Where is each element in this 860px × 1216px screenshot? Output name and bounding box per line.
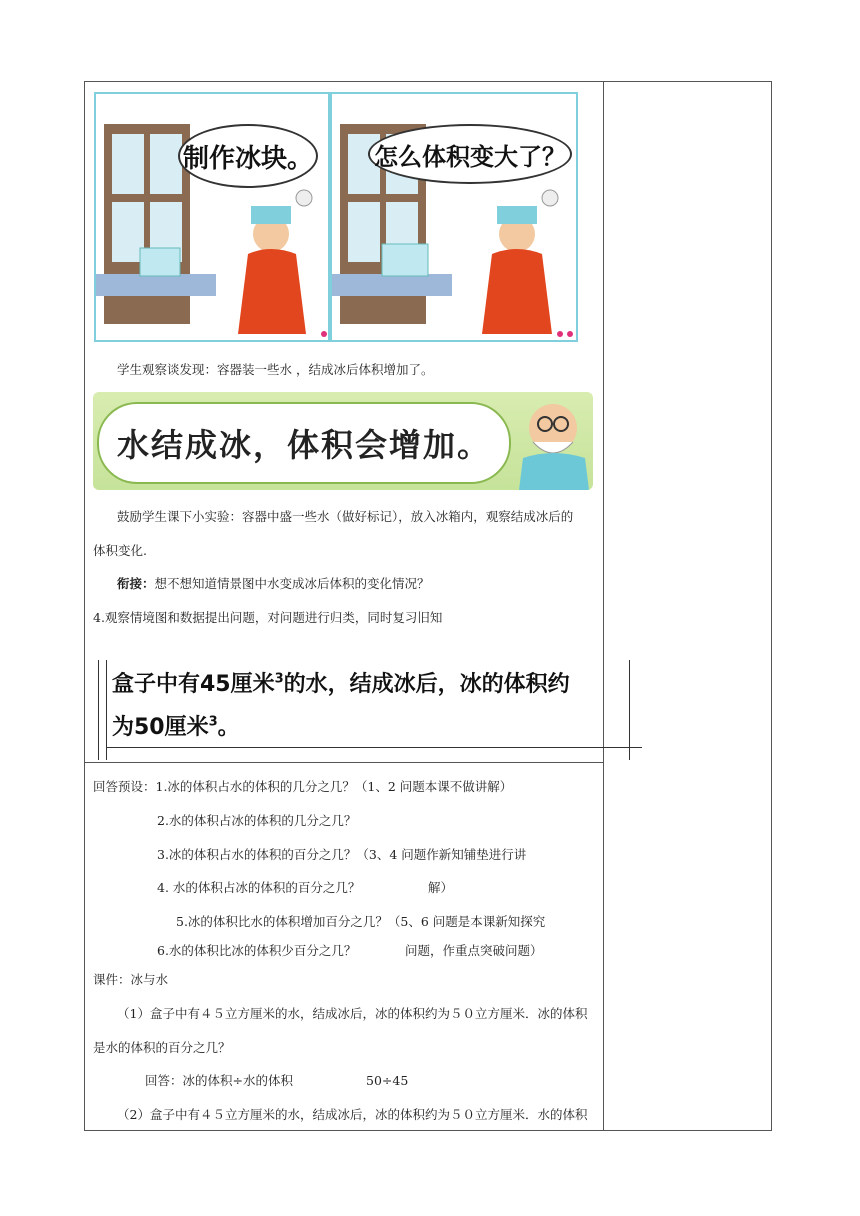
problem-line-2-b: 。 [217, 715, 240, 740]
comic-panel-left [94, 92, 330, 342]
problem-box-bottom-border [106, 747, 642, 748]
problem-box-left-border [98, 660, 99, 760]
problem-line-1-a: 盒子中有45厘米 [112, 672, 275, 697]
problem-line-2 [112, 710, 240, 741]
teacher-illustration [493, 392, 593, 490]
problem-box-right-border [629, 660, 630, 760]
experiment-text-line1: 鼓励学生课下小实验：容器中盛一些水（做好标记），放入冰箱内，观察结成冰后的 [117, 509, 574, 524]
unit-superscript: 3 [274, 671, 284, 687]
answer-q4: 4. 水的体积占冰的体积的百分之几？ [157, 880, 361, 895]
exercise-1-calc: 50÷45 [366, 1073, 409, 1088]
row-divider [84, 762, 604, 763]
experiment-text-line2: 体积变化. [93, 543, 147, 558]
speech-bubble-left: 制作冰块。 [178, 124, 318, 188]
problem-line-1-b: 的水，结成冰后，冰的体积约 [283, 672, 570, 697]
answer-q4-note: 解） [428, 880, 454, 895]
answer-q6-note: 问题，作重点突破问题） [405, 943, 543, 958]
bridge-label: 衔接： [117, 576, 155, 591]
speech-bubble-right: 怎么体积变大了？ [368, 124, 572, 184]
exercise-2-line1: （2）盒子中有４５立方厘米的水，结成冰后，冰的体积约为５０立方厘米．水的体积 [117, 1107, 588, 1122]
answer-q3: 3.冰的体积占水的体积的百分之几？（3、4 问题作新知铺垫进行讲 [157, 847, 527, 862]
bridge-text: 想不想知道情景图中水变成冰后体积的变化情况？ [154, 576, 430, 591]
problem-line-2-a: 为50厘米 [112, 715, 209, 740]
conclusion-banner [93, 392, 593, 490]
unit-superscript: 3 [208, 714, 218, 730]
exercise-1-line2: 是水的体积的百分之几？ [93, 1040, 231, 1055]
answer-q5: 5.冰的体积比水的体积增加百分之几？（5、6 问题是本课新知探究 [176, 914, 546, 929]
problem-line-1 [112, 667, 570, 698]
answer-q2: 2.水的体积占冰的体积的几分之几？ [157, 813, 357, 828]
bridge-paragraph [117, 576, 430, 592]
problem-box-left-border-inner [106, 660, 107, 760]
observation-text: 学生观察谈发现：容器装一些水 ，结成冰后体积增加了。 [117, 362, 434, 377]
banner-bubble: 水结成冰，体积会增加。 [97, 402, 511, 484]
step-4-text: 4.观察情境图和数据提出问题，对问题进行归类，同时复习旧知 [93, 610, 443, 625]
answer-q1: 回答预设：1.冰的体积占水的体积的几分之几？（1、2 问题本课不做讲解） [93, 779, 513, 794]
exercise-1-answer: 回答：冰的体积÷水的体积 [145, 1073, 293, 1088]
comic-panel-right [330, 92, 578, 342]
column-divider [603, 81, 604, 1131]
courseware-label: 课件：冰与水 [93, 972, 169, 987]
exercise-1-line1: （1）盒子中有４５立方厘米的水，结成冰后，冰的体积约为５０立方厘米．冰的体积 [117, 1006, 588, 1021]
answer-q6: 6.水的体积比冰的体积少百分之几？ [157, 943, 357, 958]
